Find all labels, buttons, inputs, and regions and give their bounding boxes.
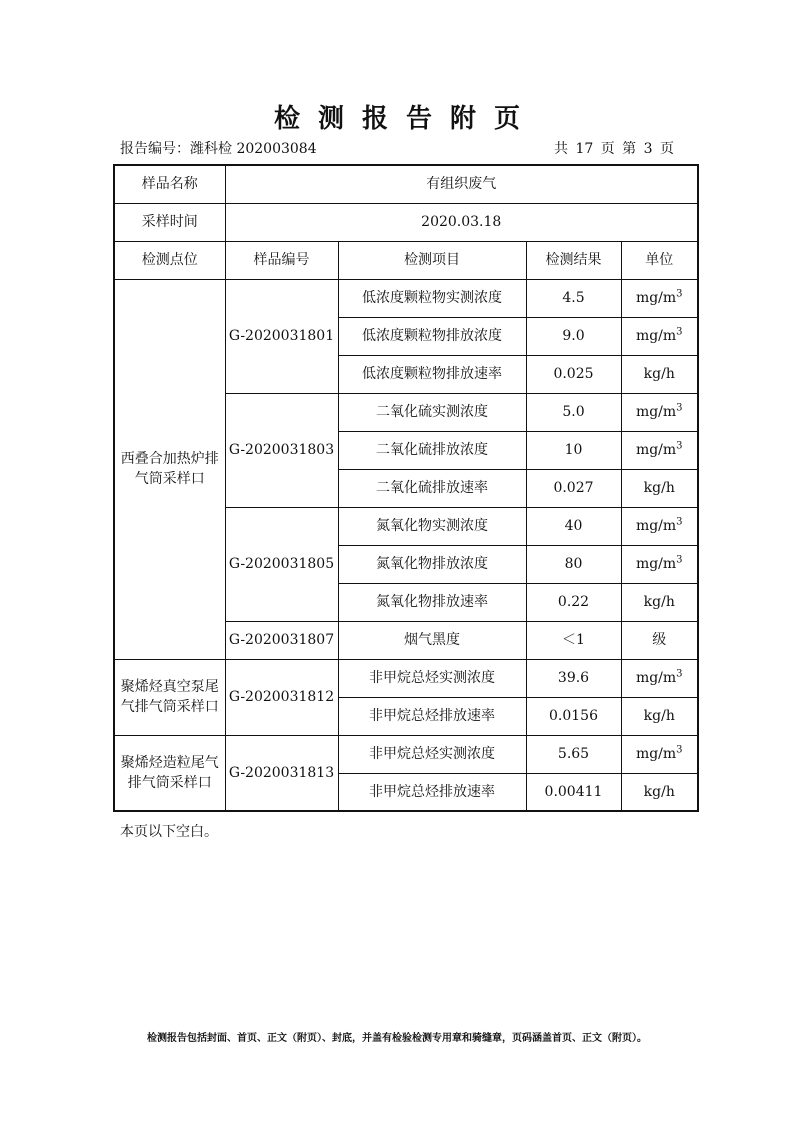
item-cell: 烟气黑度: [338, 621, 526, 659]
code-cell: G-2020031805: [225, 507, 338, 621]
unit-sup: 3: [676, 516, 683, 528]
code-cell: G-2020031813: [225, 735, 338, 811]
unit-text: kg/h: [643, 783, 675, 800]
unit-cell: [621, 279, 698, 317]
unit-cell: [621, 659, 698, 697]
item-cell: 低浓度颗粒物排放速率: [338, 355, 526, 393]
unit-cell: [621, 545, 698, 583]
unit-cell: [621, 621, 698, 659]
code-cell: G-2020031801: [225, 279, 338, 393]
result-cell: 9.0: [526, 317, 621, 355]
sample-name-label: 样品名称: [114, 165, 225, 203]
table-row: [114, 659, 698, 697]
unit-cell: [621, 355, 698, 393]
table-row: [114, 735, 698, 773]
unit-text: 级: [652, 632, 667, 648]
unit-text: mg/m: [635, 328, 677, 344]
unit-cell: [621, 735, 698, 773]
results-table: [113, 164, 699, 812]
unit-sup: 3: [676, 554, 683, 566]
unit-text: mg/m: [635, 404, 677, 420]
item-cell: 低浓度颗粒物排放浓度: [338, 317, 526, 355]
result-cell: ＜1: [526, 621, 621, 659]
unit-sup: 3: [676, 326, 683, 338]
unit-text: kg/h: [643, 480, 675, 496]
unit-text: kg/h: [643, 594, 675, 610]
unit-text: mg/m: [635, 746, 677, 762]
item-cell: 非甲烷总烃排放速率: [338, 697, 526, 735]
result-cell: 39.6: [526, 659, 621, 697]
item-cell: 氮氧化物排放速率: [338, 583, 526, 621]
result-cell: 0.00411: [526, 773, 621, 811]
footer-note: 检测报告包括封面、首页、正文（附页）、封底，并盖有检验检测专用章和骑缝章，页码涵盖首页、正文（附页）。: [147, 1033, 647, 1044]
item-cell: 非甲烷总烃排放速率: [338, 773, 526, 811]
unit-sup: 3: [676, 440, 683, 452]
item-cell: 二氧化硫排放浓度: [338, 431, 526, 469]
sample-name-value: 有组织废气: [225, 165, 698, 203]
unit-cell: [621, 773, 698, 811]
unit-text: mg/m: [635, 442, 677, 458]
unit-text: mg/m: [635, 518, 677, 534]
code-cell: G-2020031812: [225, 659, 338, 735]
result-cell: 10: [526, 431, 621, 469]
point-cell: 聚烯烃造粒尾气排气筒采样口: [114, 735, 225, 811]
unit-text: kg/h: [643, 708, 675, 724]
item-cell: 二氧化硫实测浓度: [338, 393, 526, 431]
result-cell: 80: [526, 545, 621, 583]
item-cell: 氮氧化物排放浓度: [338, 545, 526, 583]
unit-sup: 3: [676, 668, 683, 680]
code-cell: G-2020031803: [225, 393, 338, 507]
result-cell: 5.0: [526, 393, 621, 431]
header-point: 检测点位: [114, 241, 225, 279]
result-cell: 0.22: [526, 583, 621, 621]
header-result: 检测结果: [526, 241, 621, 279]
unit-sup: 3: [676, 402, 683, 414]
unit-cell: [621, 317, 698, 355]
item-cell: 低浓度颗粒物实测浓度: [338, 279, 526, 317]
blank-note: 本页以下空白。: [120, 824, 218, 840]
unit-sup: 3: [676, 288, 683, 300]
result-cell: 40: [526, 507, 621, 545]
result-cell: 0.027: [526, 469, 621, 507]
point-cell: 西叠合加热炉排气筒采样口: [114, 279, 225, 659]
result-cell: 4.5: [526, 279, 621, 317]
page-title: 检测报告附页: [273, 104, 538, 134]
sample-time-label: 采样时间: [114, 203, 225, 241]
unit-cell: [621, 393, 698, 431]
point-cell: 聚烯烃真空泵尾气排气筒采样口: [114, 659, 225, 735]
header-code: 样品编号: [225, 241, 338, 279]
unit-cell: [621, 469, 698, 507]
header-unit: 单位: [621, 241, 698, 279]
item-cell: 非甲烷总烃实测浓度: [338, 659, 526, 697]
result-cell: 5.65: [526, 735, 621, 773]
unit-cell: [621, 583, 698, 621]
unit-cell: [621, 431, 698, 469]
unit-text: kg/h: [643, 366, 675, 382]
unit-sup: 3: [676, 744, 683, 756]
item-cell: 二氧化硫排放速率: [338, 469, 526, 507]
item-cell: 氮氧化物实测浓度: [338, 507, 526, 545]
unit-text: mg/m: [635, 556, 677, 572]
result-cell: 0.025: [526, 355, 621, 393]
header-row: [114, 241, 698, 279]
header-item: 检测项目: [338, 241, 526, 279]
result-cell: 0.0156: [526, 697, 621, 735]
unit-cell: [621, 697, 698, 735]
unit-text: mg/m: [635, 670, 677, 686]
page-info: 共 17 页 第 3 页: [554, 141, 674, 157]
report-number: 报告编号：潍科检 202003084: [120, 141, 317, 157]
code-cell: G-2020031807: [225, 621, 338, 659]
sample-time-value: 2020.03.18: [225, 203, 698, 241]
table-row: [114, 279, 698, 317]
unit-cell: [621, 507, 698, 545]
unit-text: mg/m: [635, 290, 677, 306]
item-cell: 非甲烷总烃实测浓度: [338, 735, 526, 773]
